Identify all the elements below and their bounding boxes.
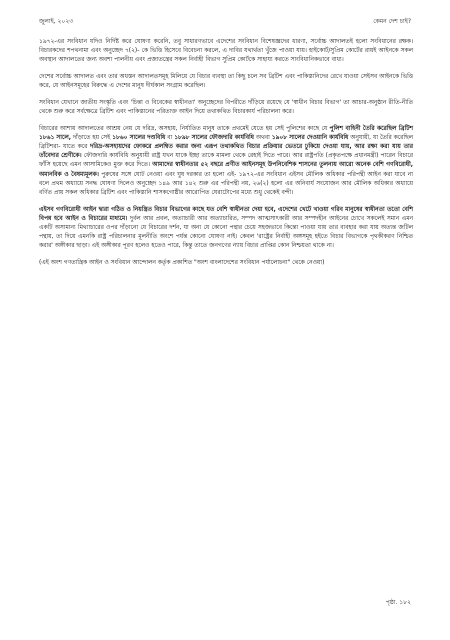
text-segment: সংবিধান যেখানে জাতীয় সংস্কৃতি এবং 'চিন্তা ও বিবেকের স্বাধীনতা' অনুচ্ছেদের বিপরীতে দাঁড়িয়ে রয়েছে যে 'স্বাধীন বিচার বিভাগ' তা আচার-অনুষ্ঠান রীতি-নীতি থেকে শুরু করে সর্বক্ষেত্রে ব্রিটিশ এবং পাকিস্তানের পরিত্যক্ত আইন দিয়ে তথাকথিত বিচারকার্য পরিচালনা করে। [39, 99, 413, 115]
paragraph [39, 125, 413, 199]
header-publication-title: কেমন দেশ চাই? [373, 18, 411, 25]
paragraph [39, 73, 413, 91]
text-segment: ১৯৭২-এর সংবিধান যদিও নির্দিষ্ট করে ঘোষণা করেনি, তবু সাধারণভাবে এদেশের সংবিধান বিশেষজ্ঞদের ধারণা, সর্বোচ্চ আদালতই হলো সংবিধানের রক্ষক। বিচারকদের শপথনামা এবং অনুচ্ছেদ ৭(২)- কে ভিত্তি হিসেবে বিবেচনা করলে, এ দাবির যথার্থতা খুঁজে পাওয়া যায়। হাইকোর্ট/সুপ্রিম কোর্টের রায়ই আইনকে সকল অবস্থান আদালতের জন্য অবশ্য পালনীয় এবং প্রজাতন্ত্রের সকল নির্বাহী বিভাগ সুপ্রিম কোর্টকে সাহায্য করতে সাংবিধানিকভাবে বাধ্য। [39, 39, 413, 64]
bold-text-segment: ১৮৯৮ সালের ফৌজদারি কার্যবিধি [174, 134, 254, 141]
text-segment: দাঁড়াতে হয় সেই [71, 134, 113, 141]
paragraph [39, 206, 413, 252]
bold-text-segment: দরিদ্র-অসহায়দের ফোকরে প্রলম্বিত করার জন্য এরূপ তথাকথিত বিচার প্রক্রিয়ার ভেতরে ঢুকিয়ে দেওয়া যায়, আর রক্ষা করা যায় তার তাঁবেদার শ্রেণীকে। [39, 144, 413, 160]
page-header [39, 16, 411, 28]
bold-text-segment: পুলিশ বাহিনী তৈরি করেছিল ব্রিটিশ ১৮৬১ সালে, [39, 125, 413, 141]
paragraph [39, 38, 413, 66]
text-segment: পুরুষের সঙ্গে ঘোট নেওয়া এবং ঘুষ দরকার তা হলো এই- ১৯৭২-এর সংবিধান এইসব মৌলিক অধিকার পরিপন্থী আইন করা যাবে না বলে প্রথম অধ্যায়ে সনদ্ধ ঘোষণা দিলেও অনুচ্ছেদ ১৪৯ আর ১৪২ শুরু এর পরিপন্থী নয়, ২৬(২) হলো এর অনিবার্য সংযোজন আর মৌলিক অধিকার অধ্যায়ে বর্ণিত প্রায় সকল অধিকার ব্রিটিশ এবং পাকিস্তানি শাসকগোষ্ঠীর আরোপিত ঘেরাটোপের মধ্যে শুধু থেকেই বন্দী। [39, 171, 413, 197]
bold-text-segment: ১৮৬০ সালের দণ্ডবিধি [112, 134, 166, 141]
text-segment: বিচারের আশায় আদালতের আশ্রয় নেয় যে দরিদ্র, অসহায়, নির্যাতিত মানুষ তাকে প্রথমেই যেতে হয় সেই পুলিশের কাছে যে [39, 125, 330, 132]
text-segment: দুর্বল আর প্রবল, অত্যাচারী আর অত্যাচারিত, সম্পদ আত্মসাৎকারী আর সম্পদহীন আইনের চোখে সকলেই সমান এমন একটি অসামান্য মিথ্যাচারের ওপর দাঁড়ানো যে বিচারের দর্শন, যা অন্য যে কোনো পন্থার চেয়ে সহজভাবে কিন্তো পাওয়া যায় তার ব্যবহার করা যায় অত্যন্ত জটিল পন্থায়, তা দিয়ে এমনকি রাষ্ট্র পরিচালনার মূলনীতি অংশে পর্যন্ত কোনো ঘোষণা নাই। কেবল 'রাষ্ট্রের নির্বাহী অঙ্গসমূহ হইতে বিচার বিভাগকে পৃথকীকরণ নিশ্চিত করার' অঙ্গীকার ছাড়া। এই অঙ্গীকার পূরণ হলেও হতেও পারে, কিন্তু তাতে জনগণের ন্যায় বিচার প্রাপ্তির কোন নিশ্চয়তা থাকে না। [39, 215, 413, 250]
bold-text-segment: আমাদের স্বাধীনতার ৫২ বছরে প্রণীত আইনসমূহ উপনিবেশিক শাসনের তুলনায় আরো অনেক বেশি গণবিরোধী, অমানবিক ও বৈষম্যমূলক। [39, 162, 414, 178]
page-number: পৃষ্ঠা. ১৮২ [385, 599, 411, 606]
article-body [39, 38, 413, 276]
paragraph [39, 99, 413, 117]
paragraph [39, 259, 413, 268]
header-date: জুলাই, ২০২৩ [39, 18, 74, 25]
bold-text-segment: এইসব গণবিরোধী আইন দ্বারা গঠিত ও নিয়ন্ত্রিত বিচার বিভাগের কাছে যত বেশি স্বাধীনতা দেয়া হবে, এদেশের খেটে খাওয়া গরিব মানুষের স্বাধীনতা ততো বেশি বিপন্ন হবে আইন ও বিচারের মাধ্যমে। [39, 206, 413, 222]
text-segment: (এই অংশ গণতান্ত্রিক আইন ও সংবিধান আন্দোলন কর্তৃক প্রকাশিত "অংশ বাংলাদেশের সংবিধান পর্যালোচনা" থেকে নেওয়া) [39, 260, 325, 267]
text-segment: বা [165, 134, 175, 141]
text-segment: ফৌজদারি কার্যবিধি অনুযায়ী রাষ্ট্র যখন যাকে ইচ্ছা তাকে মামলা থেকে রেহাই দিতে পারে। আর রাষ্ট্রপতি (প্রকৃতপক্ষে প্রধানমন্ত্রী) পারেন বিচারে ফাঁসি হয়েছে এমন আসামিকেও মুক্ত করে দিতে। [39, 153, 413, 169]
bold-text-segment: ১৯০৮ সালের দেওয়ানি কার্যবিধি [271, 134, 349, 141]
text-segment: অথবা [253, 134, 272, 141]
text-segment: অনুযায়ী, যা তৈরি করেছিল ব্রিটিশরা- যাতে করে [39, 134, 414, 150]
text-segment: দেশের সর্বোচ্চ আদালত এবং তার অধস্তন আদালতসমূহ মিলিয়ে যে বিচার ব্যবস্থা তা কিছু চলে সব ব্রিটিশ এবং পাকিস্তানিদের রেখে যাওয়া সেইসব আইনকে ভিত্তি করে, যে আইনসমূহের বিরুদ্ধে এ দেশের মানুষ দীর্ঘকাল সংগ্রাম করেছিল। [39, 74, 413, 90]
